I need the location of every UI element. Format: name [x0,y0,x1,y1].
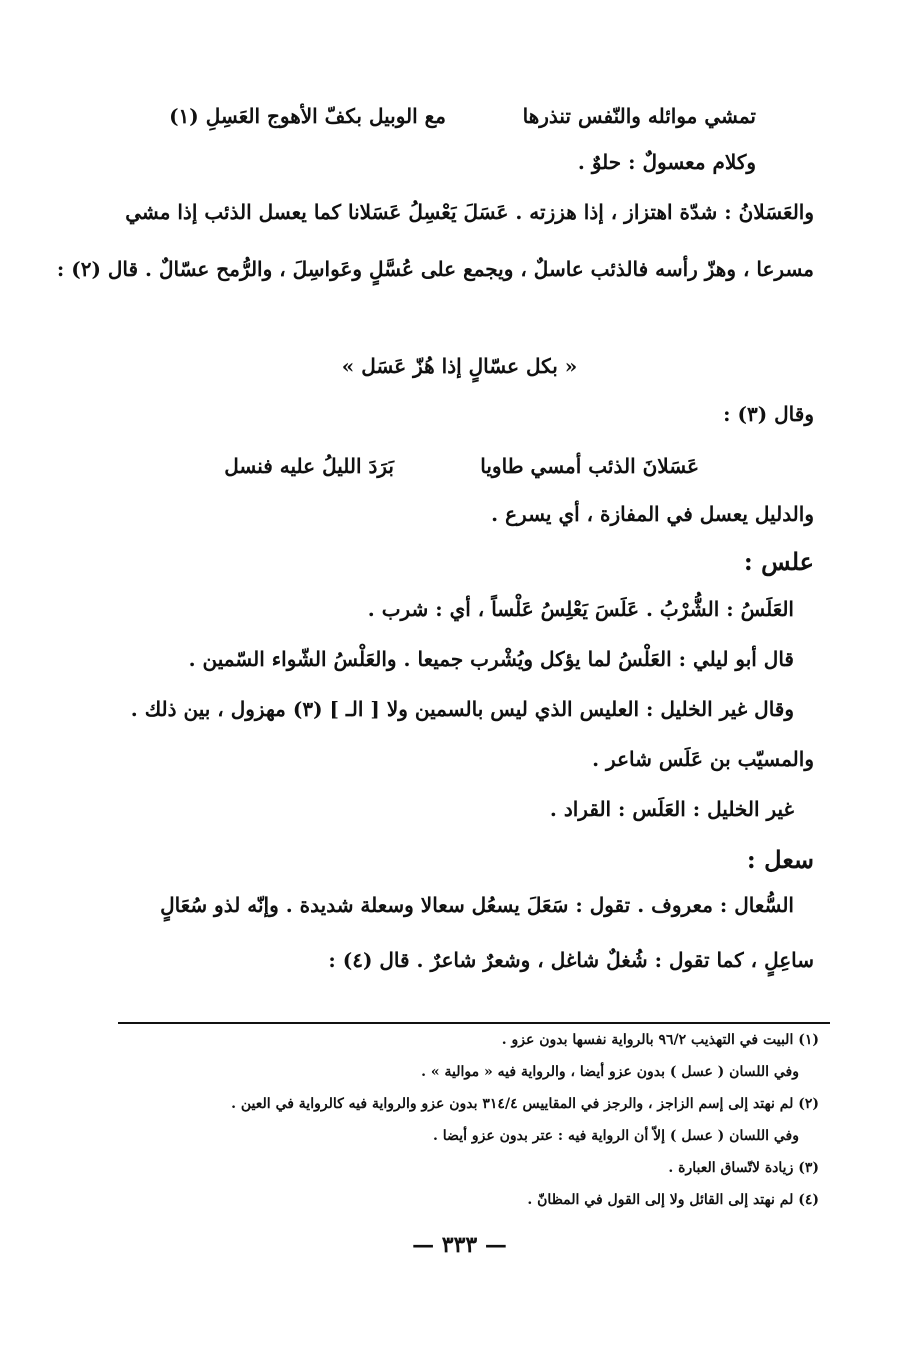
text-line: والمسيّب بن عَلَس شاعر . [592,747,814,771]
text-line: مسرعا ، وهزّ رأسه فالذئب عاسلٌ ، ويجمع على عُسَّلٍ وعَواسِلَ ، والرُّمح عسّالٌ . قال (٢) : [56,257,814,281]
entry-heading-alas: علس : [743,547,814,576]
verse1-right-hemistich: تمشي موائله والنّفس تنذرها [522,104,756,128]
verse1-left-hemistich: مع الوبيل بكفّ الأهوج العَسِلِ (١) [169,104,446,128]
text-line: وقال غير الخليل : العليس الذي ليس بالسمين ولا [ الـ ] (٣) مهزول ، بين ذلك . [130,697,794,721]
verse2: « بكل عسّالٍ إذا هُزّ عَسَل » [341,354,578,378]
text-line: ساعِلٍ ، كما تقول : شُغلٌ شاغل ، وشعرٌ شاعرٌ . قال (٤) : [328,948,814,972]
entry-heading-saal: سعل : [746,845,814,874]
text-line: السُّعال : معروف . تقول : سَعَلَ يسعُل سعالا وسعلة شديدة . وإنّه لذو سُعَالٍ [160,893,794,917]
footnote: وفي اللسان ( عسل ) بدون عزو أيضا ، والرواية فيه « موالية » . [421,1064,799,1080]
page-number: — ٣٣٣ — [412,1232,507,1258]
footnote: (١) البيت في التهذيب ٩٦/٢ بالرواية نفسها بدون عزو . [501,1032,819,1048]
text-line: قال أبو ليلي : العَلْسُ لما يؤكل ويُشْرب جميعا . والعَلْسُ الشّواء السّمين . [188,647,794,671]
text-line: والعَسَلانُ : شدّة اهتزاز ، إذا هززته . عَسَلَ يَعْسِلُ عَسَلانا كما يعسل الذئب إذا مشي [125,200,814,224]
qal-line: وقال (٣) : [723,402,814,426]
footnote: (٣) زيادة لاتّساق العبارة . [668,1160,819,1176]
text-line: والدليل يعسل في المفازة ، أي يسرع . [491,502,814,526]
footnote-separator [118,1022,830,1024]
footnote: (٤) لم نهتد إلى القائل ولا إلى القول في المظانّ . [527,1192,819,1208]
footnote: وفي اللسان ( عسل ) إلاّ أن الرواية فيه : عتر بدون عزو أيضا . [433,1128,799,1144]
footnote: (٢) لم نهتد إلى إسم الزاجز ، والرجز في المقاييس ٣١٤/٤ بدون عزو والرواية فيه كالرواية في العين . [231,1096,819,1112]
text-line: العَلَسُ : الشُّرْبُ . عَلَسَ يَعْلِسُ عَلْساً ، أي : شرب . [367,597,794,621]
verse3-left-hemistich: بَرَدَ الليلُ عليه فنسل [224,454,394,478]
verse3-right-hemistich: عَسَلانَ الذئب أمسي طاويا [480,454,699,478]
text-line: غير الخليل : العَلَس : القراد . [549,797,794,821]
text-line: وكلام معسولٌ : حلوٌ . [577,150,756,174]
